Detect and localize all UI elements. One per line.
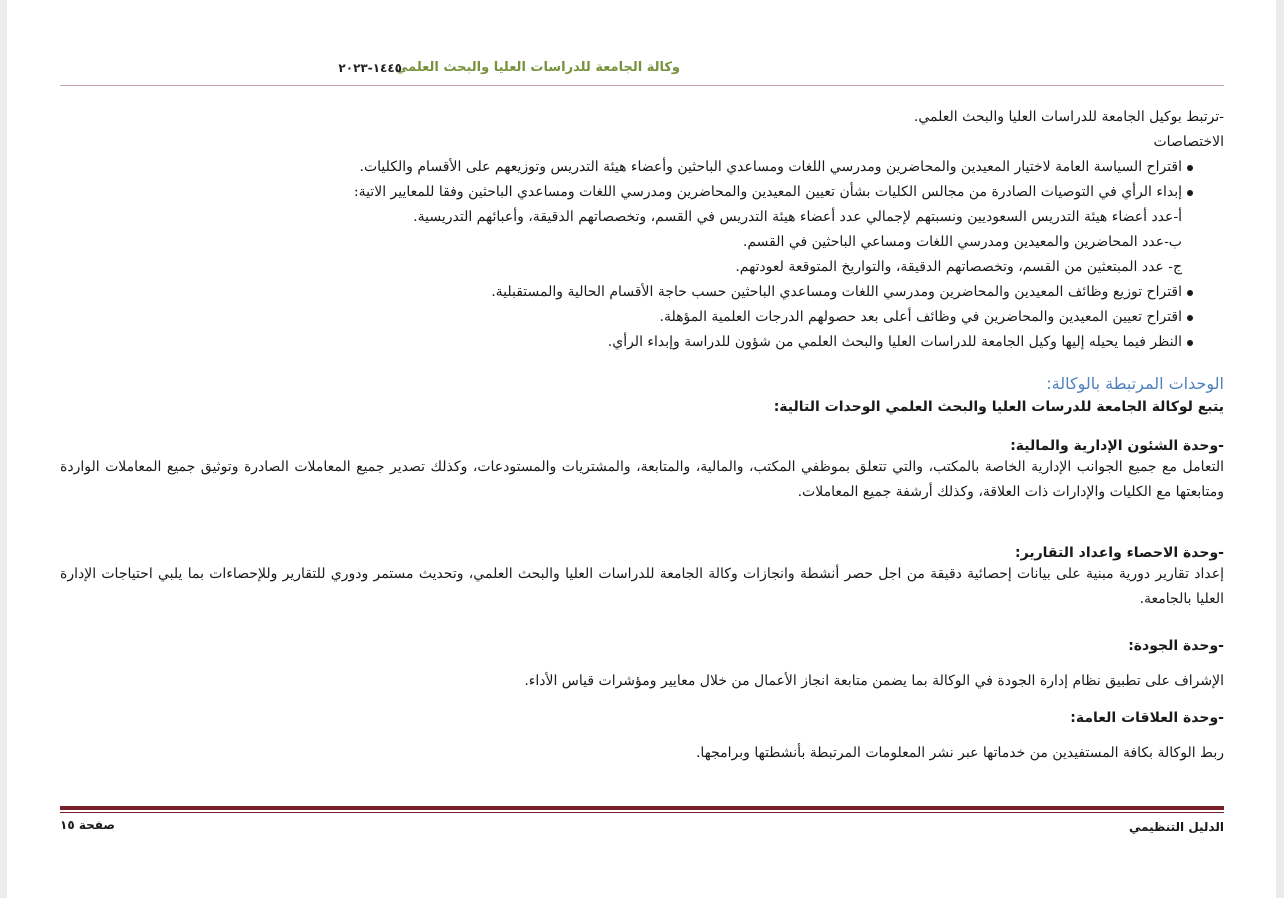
header-agency-title: وكالة الجامعة للدراسات العليا والبحث العلمي [394, 60, 680, 75]
units-section-title: الوحدات المرتبطة بالوكالة: [1046, 374, 1224, 393]
unit-name: -وحدة الشئون الإدارية والمالية: [1010, 438, 1224, 454]
units-intro: يتبع لوكالة الجامعة للدرسات العليا والبحث العلمي الوحدات التالية: [773, 399, 1224, 415]
duties-list-continued [60, 280, 1224, 355]
list-item: إبداء الرأي في التوصيات الصادرة من مجالس الكليات بشأن تعيين المعيدين والمحاضرين ومدرسي اللغات ومساعدي الباحثين وفقا للمعايير الاتية: [60, 180, 1224, 205]
criteria-item: ب-عدد المحاضرين والمعيدين ومدرسي اللغات ومساعي الباحثين في القسم. [742, 234, 1182, 250]
unit-desc: إعداد تقارير دورية مبنية على بيانات إحصائية دقيقة من اجل حصر أنشطة وانجازات وكالة الجامعة للدراسات العليا والبحث العلمي، وتحديث مستمر ودوري للتقارير وللإحصاءات بما يلبي احتياجات الإدارة العليا بالجامعة. [60, 566, 1224, 607]
unit-name: -وحدة العلاقات العامة: [1070, 710, 1224, 726]
list-item: النظر فيما يحيله إليها وكيل الجامعة للدراسات العليا والبحث العلمي من شؤون للدراسة وإبداء الرأي. [60, 330, 1224, 355]
page-header [60, 57, 1224, 86]
unit-name: -وحدة الاحصاء واعداد التقارير: [1015, 545, 1224, 561]
intro-line: -ترتبط بوكيل الجامعة للدراسات العليا والبحث العلمي. [913, 109, 1224, 125]
footer-rule-thin [60, 812, 1224, 813]
page-footer [60, 818, 1224, 838]
page-number: صفحة ١٥ [60, 818, 115, 832]
list-item: اقتراح السياسة العامة لاختيار المعيدين والمحاضرين ومدرسي اللغات ومساعدي الباحثين وأعضاء هيئة التدريس وتوزيعهم على الأقسام والكليات. [60, 155, 1224, 180]
footer-rule-thick [60, 806, 1224, 810]
header-year: ١٤٤٥-٢٠٢٣ [338, 61, 402, 75]
window-frame-right [1276, 0, 1284, 898]
unit-name: -وحدة الجودة: [1128, 638, 1224, 654]
list-item: اقتراح تعيين المعيدين والمحاضرين في وظائف أعلى بعد حصولهم الدرجات العلمية المؤهلة. [60, 305, 1224, 330]
criteria-item: أ-عدد أعضاء هيئة التدريس السعوديين ونسبتهم لإجمالي عدد أعضاء هيئة التدريس في القسم، وتخصصاتهم الدقيقة، وأعبائهم التدريسية. [413, 209, 1182, 225]
criteria-item: ج- عدد المبتعثين من القسم، وتخصصاتهم الدقيقة، والتواريخ المتوقعة لعودتهم. [735, 259, 1182, 275]
unit-desc: ربط الوكالة بكافة المستفيدين من خدماتها عبر نشر المعلومات المرتبطة بأنشطتها وبرامجها. [695, 745, 1224, 761]
unit-desc: الإشراف على تطبيق نظام إدارة الجودة في الوكالة بما يضمن متابعة انجاز الأعمال من خلال معايير ومؤشرات قياس الأداء. [524, 673, 1224, 689]
footer-guide-title: الدليل التنظيمي [1128, 820, 1224, 834]
specializations-label: الاختصاصات [1153, 134, 1224, 150]
page-content [60, 105, 1224, 766]
duties-list [60, 155, 1224, 205]
list-item: اقتراح توزيع وظائف المعيدين والمحاضرين ومدرسي اللغات ومساعدي الباحثين حسب حاجة الأقسام الحالية والمستقبلية. [60, 280, 1224, 305]
unit-desc: التعامل مع جميع الجوانب الإدارية الخاصة بالمكتب، والتي تتعلق بموظفي المكتب، والمالية، والمتابعة، والمشتريات والمستودعات، وكذلك تصدير جميع المعاملات الصادرة وتوثيق جميع المعاملات الواردة ومتابعتها مع الكليات والإدارات ذات العلاقة، وكذلك أرشفة جميع المعاملات. [60, 459, 1224, 500]
window-frame-left [0, 0, 7, 898]
